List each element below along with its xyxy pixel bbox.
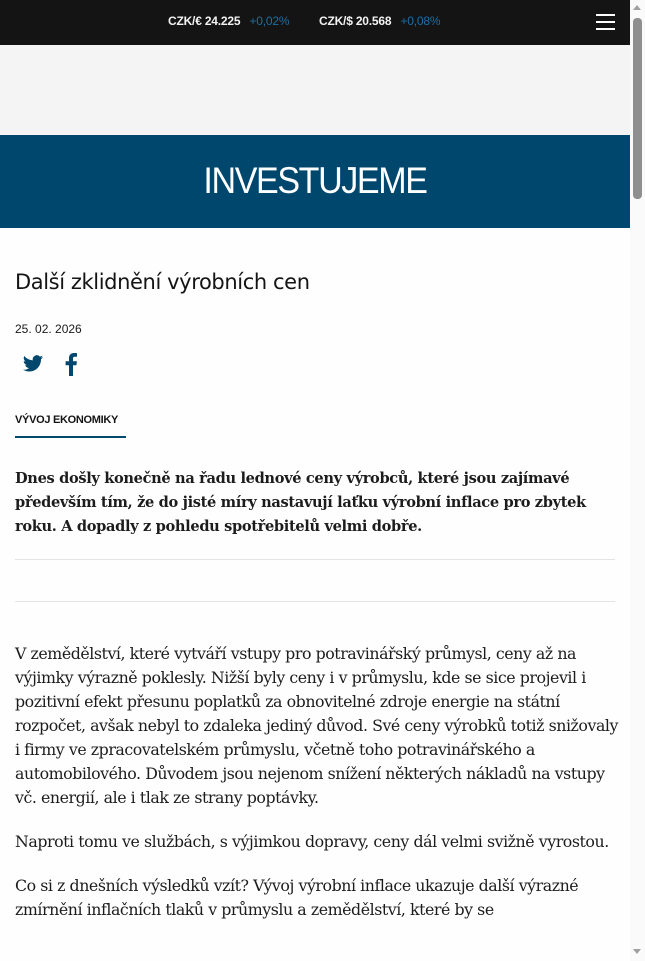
category-link[interactable]: VÝVOJ EKONOMIKY bbox=[15, 414, 119, 426]
ticker-eur-change: +0,02% bbox=[249, 14, 290, 28]
ticker-usd-pair: CZK/$ bbox=[319, 14, 353, 28]
ticker-eur-value: 24.225 bbox=[204, 14, 241, 28]
article-title: Další zklidnění výrobních cen bbox=[15, 270, 310, 294]
scroll-down-arrow-icon[interactable] bbox=[633, 949, 641, 954]
article-paragraph: Naproti tomu ve službách, s výjimkou dopravy, ceny dál velmi svižně vyrostou. bbox=[15, 832, 609, 851]
vertical-scrollbar[interactable] bbox=[630, 0, 645, 961]
article-date: 25. 02. 2026 bbox=[15, 322, 82, 336]
ticker-eur bbox=[168, 14, 289, 28]
divider bbox=[15, 601, 615, 602]
hamburger-line bbox=[596, 28, 615, 30]
scroll-up-arrow-icon[interactable] bbox=[633, 5, 641, 10]
ticker-usd bbox=[319, 14, 440, 28]
article-perex: Dnes došly konečně na řadu lednové ceny výrobců, které jsou zajímavé především tím, že do jisté míry nastavují laťku výrobní inflace pro zbytek roku. A dopadly z pohledu spotřebitelů velmi dobře. bbox=[15, 470, 586, 535]
article-body bbox=[15, 642, 620, 942]
divider bbox=[15, 559, 615, 560]
article-paragraph: Co si z dnešních výsledků vzít? Vývoj výrobní inflace ukazuje další výrazné zmírnění inflačních tlaků v průmyslu a zemědělství, které by se bbox=[15, 876, 579, 919]
share-facebook-button[interactable] bbox=[64, 352, 78, 376]
article-paragraph: V zemědělství, které vytváří vstupy pro potravinářský průmysl, ceny až na výjimky výrazně poklesly. Nižší byly ceny i v průmyslu, kde se sice projevil i pozitivní efekt přesunu poplatků za obnovitelné zdroje energie na státní rozpočet, avšak nebyl to zdaleka jediný důvod. Své ceny výrobků totiž snižovaly i firmy ve zpracovatelském průmyslu, včetně toho potravinářského a automobilového. Důvodem jsou nejenom snížení některých nákladů na vstupy vč. energií, ale i tlak ze strany poptávky. bbox=[15, 644, 618, 807]
facebook-icon bbox=[64, 352, 78, 376]
ticker-eur-pair: CZK/€ bbox=[168, 14, 202, 28]
site-logo[interactable]: INVESTUJEME bbox=[203, 160, 427, 201]
scrollbar-thumb[interactable] bbox=[633, 18, 642, 199]
twitter-icon bbox=[22, 352, 44, 376]
hamburger-icon[interactable] bbox=[596, 13, 616, 31]
ticker-usd-change: +0,08% bbox=[400, 14, 441, 28]
ticker-usd-value: 20.568 bbox=[355, 14, 392, 28]
ad-space bbox=[0, 45, 630, 135]
share-twitter-button[interactable] bbox=[22, 352, 44, 376]
hamburger-line bbox=[596, 14, 615, 16]
hamburger-line bbox=[596, 21, 615, 23]
category-underline bbox=[15, 436, 126, 438]
ticker-bar bbox=[0, 0, 630, 45]
